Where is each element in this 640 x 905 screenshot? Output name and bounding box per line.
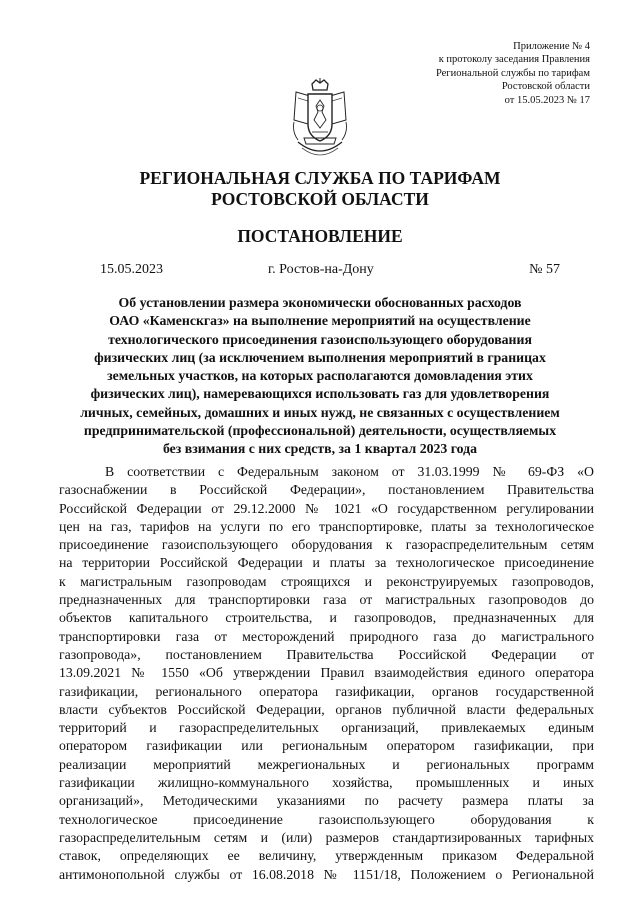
body-line: объектов капитального строительства, и газопроводов, предназначенных для [59, 610, 594, 626]
subject-line: технологического присоединения газоиспользующего оборудования [108, 331, 532, 347]
body-line: газопровода», постановлением Правительства Российской Федерации от [59, 646, 594, 662]
subject-line: личных, семейных, домашних и иных нужд, не связанных с осуществлением [80, 404, 560, 420]
subject-line: физических лиц), намеревающихся использовать газ для удовлетворения [90, 386, 550, 402]
document-number: № 57 [529, 262, 560, 277]
document-city: г. Ростов-на-Дону [268, 262, 374, 277]
body-line: газификации жилищно-коммунального хозяйства, промышленных и иных [59, 775, 594, 791]
body-line: В соответствии с Федеральным законом от 31.03.1999 № 69-ФЗ «О [105, 464, 594, 479]
organization-name [0, 168, 640, 210]
body-line: Российской Федерации от 29.12.2000 № 1021 «О государственном регулировании [59, 500, 594, 516]
subject-line: физических лиц (за исключением выполнения мероприятий в границах [94, 349, 546, 365]
body-line: к магистральным газопроводам строящихся и реконструируемых газопроводов, [59, 573, 594, 589]
body-line: реализации мероприятий межрегиональных и региональных программ [59, 756, 594, 772]
appendix-line: Приложение № 4 [513, 41, 590, 52]
body-line: антимонопольной службы от 16.08.2018 № 1151/18, Положением о Региональной [59, 866, 594, 882]
body-line: оператором газификации или региональным оператором газификации, при [59, 738, 594, 754]
body-line: 13.09.2021 № 1550 «Об утверждении Правил взаимодействия единого оператора [59, 665, 594, 681]
subject-line: Об установлении размера экономически обоснованных расходов [118, 295, 522, 310]
body-line: власти субъектов Российской Федерации, органов публичной власти федеральных [59, 701, 594, 717]
subject-line: без взимания с них средств, за 1 квартал 2023 года [162, 441, 478, 457]
body-line: территорий и газораспределительных организаций, привлекаемых единым [59, 720, 594, 736]
body-line: транспортировки газа от месторождений природного газа до магистрального [59, 628, 594, 644]
coat-of-arms-icon [290, 78, 350, 160]
body-line: цен на газ, тарифов на услуги по его транспортировке, платы за технологическое [59, 518, 594, 534]
body-line: ставок, определяющих ее величину, утвержденным приказом Федеральной [59, 848, 594, 864]
document-type: ПОСТАНОВЛЕНИЕ [237, 226, 403, 246]
appendix-line: Региональной службы по тарифам [435, 67, 590, 79]
subject-line: земельных участков, на которых располагаются домовладения этих [107, 368, 533, 384]
body-line: предназначенных для транспортировки газа от магистральных газопроводов до [59, 592, 594, 608]
document-subject [80, 294, 560, 459]
subject-line: предпринимательской (профессиональной) деятельности, осуществляемых [83, 423, 557, 439]
organization-line: РЕГИОНАЛЬНАЯ СЛУЖБА ПО ТАРИФАМ [139, 168, 501, 188]
document-meta [100, 261, 560, 279]
document-date: 15.05.2023 [100, 262, 163, 277]
organization-line: РОСТОВСКОЙ ОБЛАСТИ [211, 189, 429, 209]
body-line: на территории Российской Федерации и платы за технологическое присоединение [59, 555, 594, 571]
body-line: организаций», Методическими указаниями по расчету размера платы за [59, 793, 594, 809]
body-line: газификации, регионального оператора газификации, органов государственной [59, 683, 594, 699]
body-line: присоединение газоиспользующего оборудования к газораспределительным сетям [59, 537, 594, 553]
subject-line: ОАО «Каменскгаз» на выполнение мероприятий на осуществление [109, 313, 531, 329]
body-paragraph [59, 463, 594, 884]
appendix-line: Ростовской области [501, 81, 590, 93]
appendix-line: от 15.05.2023 № 17 [504, 94, 590, 106]
body-line: газоснабжении в Российской Федерации», постановлением Правительства [59, 482, 594, 498]
appendix-note [330, 40, 590, 107]
body-line: технологическое присоединение газоиспользующего оборудования к [59, 811, 594, 827]
body-line: газораспределительным сетям и (или) размеров стандартизированных тарифных [59, 829, 594, 845]
appendix-line: к протоколу заседания Правления [438, 54, 590, 66]
